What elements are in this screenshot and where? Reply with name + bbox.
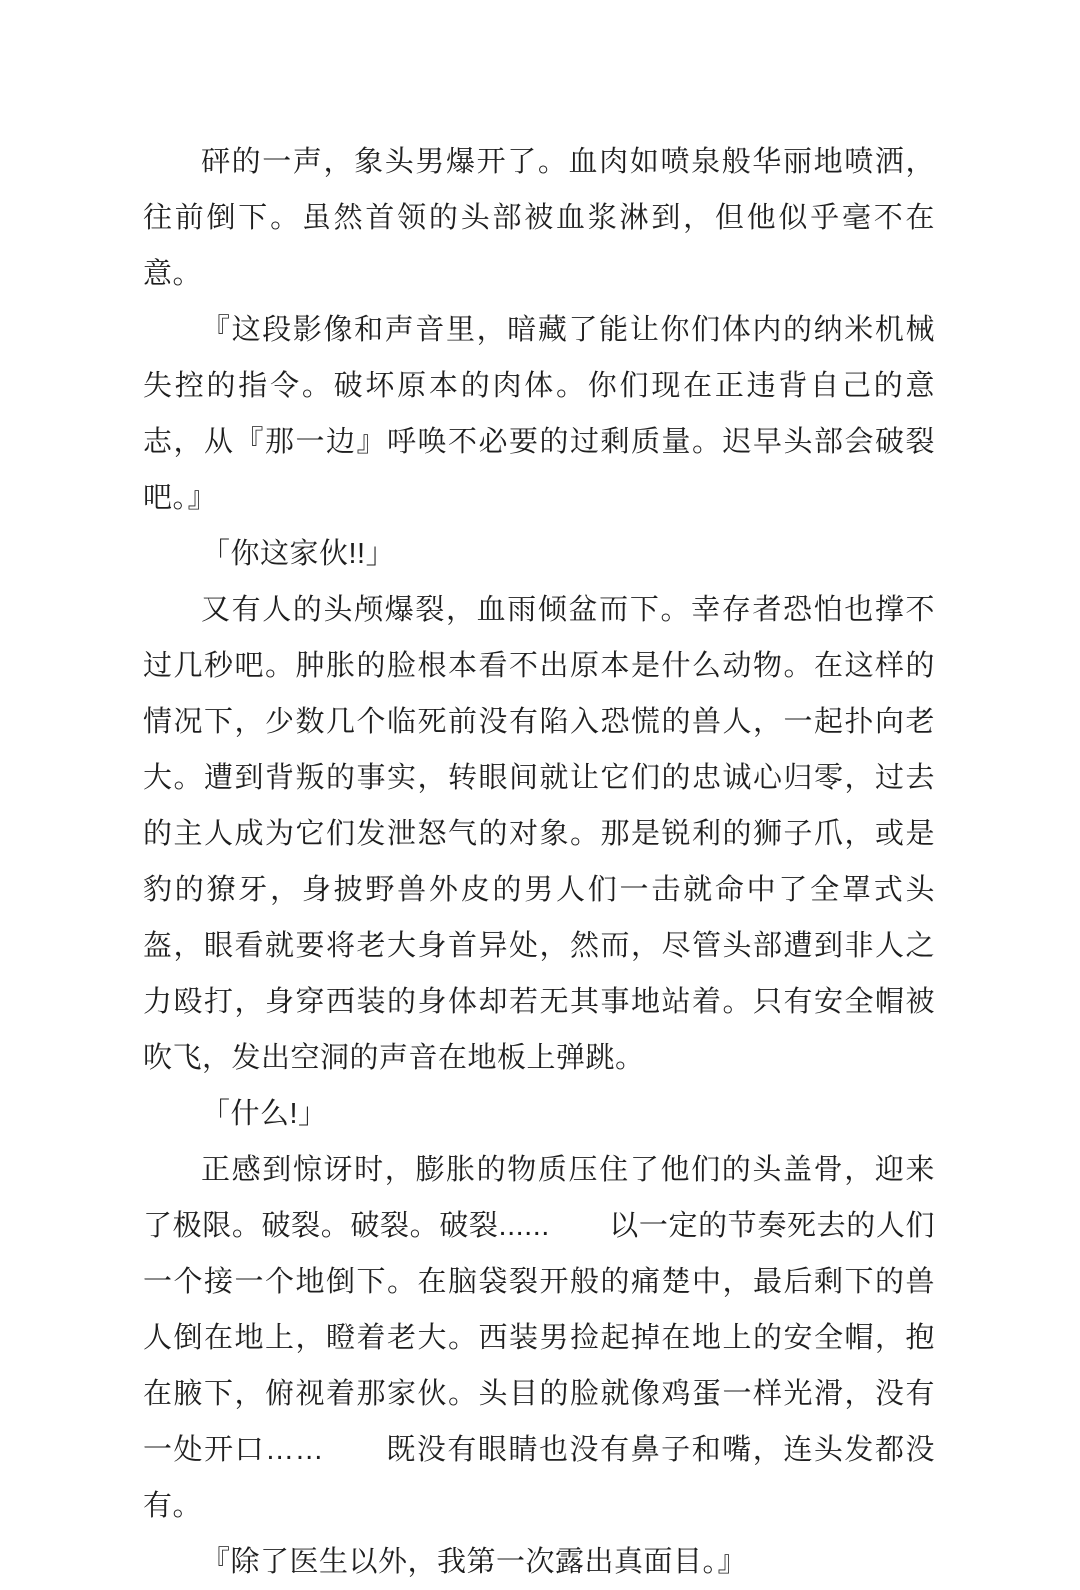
paragraph: 『这段影像和声音里，暗藏了能让你们体内的纳米机械失控的指令。破坏原本的肉体。你们现在正违背自己的意志，从『那一边』呼唤不必要的过剩质量。迟早头部会破裂吧。』	[143, 314, 935, 514]
paragraph: 又有人的头颅爆裂，血雨倾盆而下。幸存者恐怕也撑不过几秒吧。肿胀的脸根本看不出原本是什么动物。在这样的情况下，少数几个临死前没有陷入恐慌的兽人，一起扑向老大。遭到背叛的事实，转眼间就让它们的忠诚心归零，过去的主人成为它们发泄怒气的对象。那是锐利的狮子爪，或是豹的獠牙，身披野兽外皮的男人们一击就命中了全罩式头盔，眼看就要将老大身首异处，然而，尽管头部遭到非人之力殴打，身穿西装的身体却若无其事地站着。只有安全帽被吹飞，发出空洞的声音在地板上弹跳。	[143, 594, 935, 1074]
paragraph-dialogue: 「什么!」	[201, 1098, 328, 1130]
text-block	[143, 134, 935, 1590]
paragraph: 正感到惊讶时，膨胀的物质压住了他们的头盖骨，迎来了极限。破裂。破裂。破裂...... 以一定的节奏死去的人们一个接一个地倒下。在脑袋裂开般的痛楚中，最后剩下的兽人倒在地上，瞪着老大。西装男捡起掉在地上的安全帽，抱在腋下，俯视着那家伙。头目的脸就像鸡蛋一样光滑，没有一处开口…… 既没有眼睛也没有鼻子和嘴，连头发都没有。	[143, 1154, 935, 1522]
paragraph: 砰的一声，象头男爆开了。血肉如喷泉般华丽地喷洒，往前倒下。虽然首领的头部被血浆淋到，但他似乎毫不在意。	[143, 146, 935, 290]
paragraph-dialogue: 「你这家伙!!」	[201, 538, 396, 570]
paragraph-dialogue: 『除了医生以外，我第一次露出真面目。』	[201, 1546, 748, 1578]
